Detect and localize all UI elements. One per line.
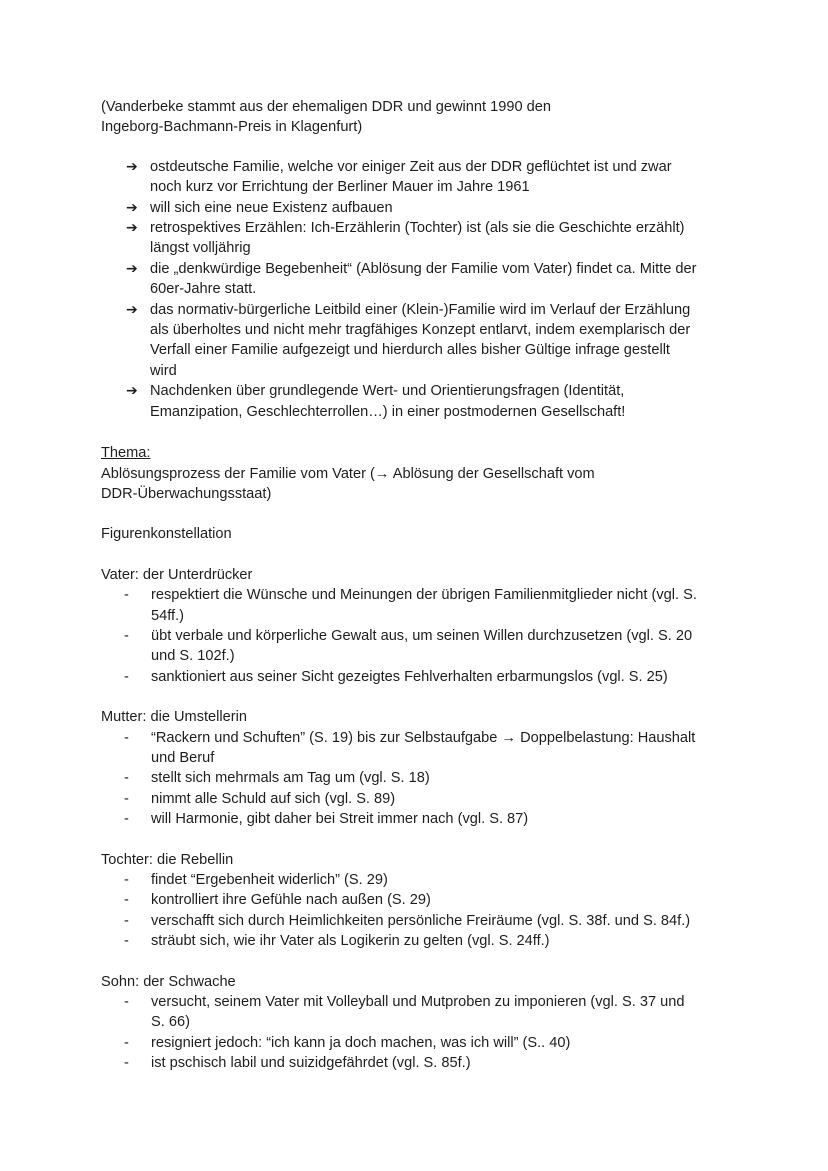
figure-list-son	[124, 992, 741, 1074]
list-item-line: längst volljährig	[150, 240, 251, 257]
list-item-line: retrospektives Erzählen: Ich-Erzählerin (Tochter) ist (als sie die Geschichte erzählt)	[150, 220, 685, 237]
intro-paragraph	[101, 97, 741, 138]
intro-line: (Vanderbeke stammt aus der ehemaligen DDR und gewinnt 1990 den	[101, 99, 551, 115]
list-item	[124, 728, 741, 769]
list-item	[124, 667, 741, 687]
arrow-list-item	[126, 218, 741, 259]
list-item-line: S. 66)	[151, 1014, 190, 1031]
list-item	[124, 1033, 741, 1053]
list-item-line: das normativ-bürgerliche Leitbild einer (Klein-)Familie wird im Verlauf der Erzählung	[150, 301, 691, 318]
arrow-bullet-icon: ➔	[126, 383, 138, 400]
list-item-line: “Rackern und Schuften” (S. 19) bis zur Selbstaufgabe → Doppelbelastung: Haushalt	[151, 729, 696, 746]
theme-text	[101, 464, 741, 505]
list-item	[124, 626, 741, 667]
dash-bullet-icon: -	[124, 811, 129, 828]
list-item-line: will sich eine neue Existenz aufbauen	[150, 199, 393, 216]
figure-list-daughter	[124, 870, 741, 952]
dash-bullet-icon: -	[124, 933, 129, 950]
dash-bullet-icon: -	[124, 587, 129, 604]
figure-heading-mother: Mutter: die Umstellerin	[101, 709, 247, 726]
list-item	[124, 1053, 741, 1073]
list-item-line: Verfall einer Familie aufgezeigt und hierdurch alles bisher Gültige infrage gestellt	[150, 342, 670, 359]
list-item-line: nimmt alle Schuld auf sich (vgl. S. 89)	[151, 790, 396, 807]
figure-list-mother	[124, 728, 741, 830]
dash-bullet-icon: -	[124, 1055, 129, 1072]
dash-bullet-icon: -	[124, 994, 129, 1011]
dash-bullet-icon: -	[124, 912, 129, 929]
list-item-line: 54ff.)	[151, 607, 184, 624]
list-item-line: und Beruf	[151, 749, 215, 766]
arrow-bullet-icon: ➔	[126, 260, 138, 277]
list-item-line: 60er-Jahre statt.	[150, 281, 257, 298]
list-item-line: Nachdenken über grundlegende Wert- und Orientierungsfragen (Identität,	[150, 383, 625, 400]
list-item-line: als überholtes und nicht mehr tragfähiges Konzept entlarvt, indem exemplarisch der	[150, 322, 691, 339]
list-item	[124, 911, 741, 931]
intro-line: Ingeborg-Bachmann-Preis in Klagenfurt)	[101, 119, 363, 136]
list-item-line: ist pschisch labil und suizidgefährdet (vgl. S. 85f.)	[151, 1055, 471, 1072]
figure-heading-son: Sohn: der Schwache	[101, 973, 236, 990]
list-item-line: versucht, seinem Vater mit Volleyball und Mutproben zu imponieren (vgl. S. 37 und	[151, 994, 685, 1011]
dash-bullet-icon: -	[124, 872, 129, 888]
list-item-line: die „denkwürdige Begebenheit“ (Ablösung der Familie vom Vater) findet ca. Mitte der	[150, 260, 697, 277]
list-item	[124, 931, 741, 951]
arrow-list-item	[126, 259, 741, 300]
arrow-bullet-icon: ➔	[126, 158, 138, 175]
dash-bullet-icon: -	[124, 892, 129, 909]
list-item	[124, 809, 741, 829]
theme-line: Ablösungsprozess der Familie vom Vater (→ Ablösung der Gesellschaft vom	[101, 465, 595, 482]
list-item-line: stellt sich mehrmals am Tag um (vgl. S. 18)	[151, 770, 430, 787]
figure-heading-father: Vater: der Unterdrücker	[101, 566, 253, 583]
arrow-bullet-icon: ➔	[126, 301, 138, 318]
arrow-bullet-icon: ➔	[126, 199, 138, 216]
document-page	[101, 97, 741, 1094]
list-item-line: übt verbale und körperliche Gewalt aus, um seinen Willen durchzusetzen (vgl. S. 20	[151, 627, 693, 644]
list-item-line: sträubt sich, wie ihr Vater als Logikerin zu gelten (vgl. S. 24ff.)	[151, 933, 550, 950]
arrow-list-item	[126, 300, 741, 382]
theme-section	[101, 443, 741, 504]
list-item	[124, 789, 741, 809]
list-item	[124, 992, 741, 1033]
list-item-line: Emanzipation, Geschlechterrollen…) in einer postmodernen Gesellschaft!	[150, 403, 626, 420]
dash-bullet-icon: -	[124, 668, 129, 685]
list-item-line: noch kurz vor Errichtung der Berliner Mauer im Jahre 1961	[150, 179, 530, 196]
list-item-line: sanktioniert aus seiner Sicht gezeigtes Fehlverhalten erbarmungslos (vgl. S. 25)	[151, 668, 668, 685]
list-item	[124, 890, 741, 910]
list-item-line: ostdeutsche Familie, welche vor einiger Zeit aus der DDR geflüchtet ist und zwar	[150, 158, 672, 175]
arrow-list	[126, 157, 741, 422]
list-item-line: respektiert die Wünsche und Meinungen der übrigen Familienmitglieder nicht (vgl. S.	[151, 587, 697, 604]
theme-line: DDR-Überwachungsstaat)	[101, 485, 272, 502]
dash-bullet-icon: -	[124, 627, 129, 644]
list-item	[124, 870, 741, 890]
arrow-list-item	[126, 381, 741, 422]
dash-bullet-icon: -	[124, 1034, 129, 1051]
list-item-line: findet “Ergebenheit widerlich” (S. 29)	[151, 872, 388, 888]
list-item	[124, 768, 741, 788]
arrow-bullet-icon: ➔	[126, 220, 138, 237]
list-item-line: und S. 102f.)	[151, 648, 235, 665]
dash-bullet-icon: -	[124, 790, 129, 807]
arrow-list-item	[126, 198, 741, 218]
list-item-line: verschafft sich durch Heimlichkeiten persönliche Freiräume (vgl. S. 38f. und S. 84f.)	[151, 912, 691, 929]
theme-label: Thema:	[101, 445, 151, 462]
arrow-list-item	[126, 157, 741, 198]
figure-heading-daughter: Tochter: die Rebellin	[101, 851, 234, 868]
list-item-line: kontrolliert ihre Gefühle nach außen (S. 29)	[151, 892, 431, 909]
list-item-line: wird	[150, 362, 177, 379]
dash-bullet-icon: -	[124, 770, 129, 787]
list-item	[124, 585, 741, 626]
dash-bullet-icon: -	[124, 729, 129, 746]
figure-list-father	[124, 585, 741, 687]
list-item-line: resigniert jedoch: “ich kann ja doch machen, was ich will” (S.. 40)	[151, 1034, 571, 1051]
list-item-line: will Harmonie, gibt daher bei Streit immer nach (vgl. S. 87)	[151, 811, 529, 828]
figures-title: Figurenkonstellation	[101, 526, 232, 543]
